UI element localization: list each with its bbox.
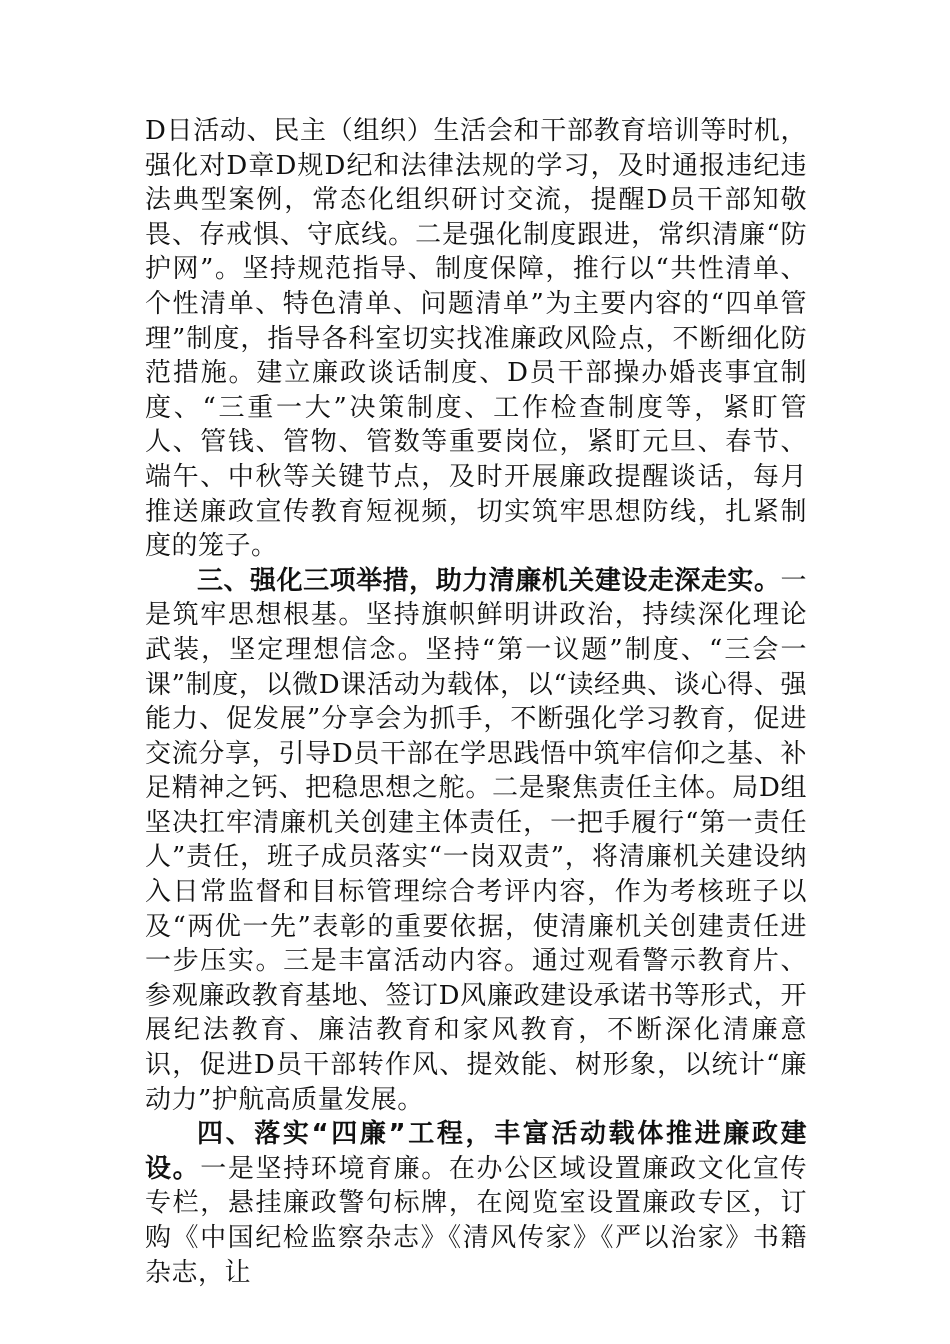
- paragraph-text: 一是坚持环境育廉。在办公区域设置廉政文化宣传专栏，悬挂廉政警句标牌，在阅览室设置廉政专区，订购《中国纪检监察杂志》《清风传家》《严以治家》书籍杂志，让: [145, 1153, 807, 1288]
- paragraph-continuation: [145, 114, 807, 564]
- paragraph-text: 一是筑牢思想根基。坚持旗帜鲜明讲政治，持续深化理论武装，坚定理想信念。坚持“第一议题”制度、“三会一课”制度，以微D课活动为载体，以“读经典、谈心得、强能力、促发展”分享会为抓手，不断强化学习教育，促进交流分享，引导D员干部在学思践悟中筑牢信仰之基、补足精神之钙、把稳思想之舵。二是聚焦责任主体。局D组坚决扛牢清廉机关创建主体责任，一把手履行“第一责任人”责任，班子成员落实“一岗双责”，将清廉机关建设纳入日常监督和目标管理综合考评内容，作为考核班子以及“两优一先”表彰的重要依据，使清廉机关创建责任进一步压实。三是丰富活动内容。通过观看警示教育片、参观廉政教育基地、签订D风廉政建设承诺书等形式，开展纪法教育、廉洁教育和家风教育，不断深化清廉意识，促进D员干部转作风、提效能、树形象，以统计“廉动力”护航高质量发展。: [145, 565, 807, 1115]
- paragraph-section-three: [145, 564, 807, 1118]
- paragraph-section-four: [145, 1117, 807, 1290]
- section-heading: 三、强化三项举措，助力清廉机关建设走深走实。: [197, 565, 781, 596]
- paragraph-text: D日活动、民主（组织）生活会和干部教育培训等时机，强化对D章D规D纪和法律法规的学习，及时通报违纪违法典型案例，常态化组织研讨交流，提醒D员干部知敬畏、存戒惧、守底线。二是强化制度跟进，常织清廉“防护网”。坚持规范指导、制度保障，推行以“共性清单、个性清单、特色清单、问题清单”为主要内容的“四单管理”制度，指导各科室切实找准廉政风险点，不断细化防范措施。建立廉政谈话制度、D员干部操办婚丧事宜制度、“三重一大”决策制度、工作检查制度等，紧盯管人、管钱、管物、管数等重要岗位，紧盯元旦、春节、端午、中秋等关键节点，及时开展廉政提醒谈话，每月推送廉政宣传教育短视频，切实筑牢思想防线，扎紧制度的笼子。: [145, 116, 807, 562]
- section-heading: 四、落实“四廉”工程，丰富活动载体推进廉政建设。: [145, 1119, 807, 1184]
- document-page: [145, 114, 807, 1290]
